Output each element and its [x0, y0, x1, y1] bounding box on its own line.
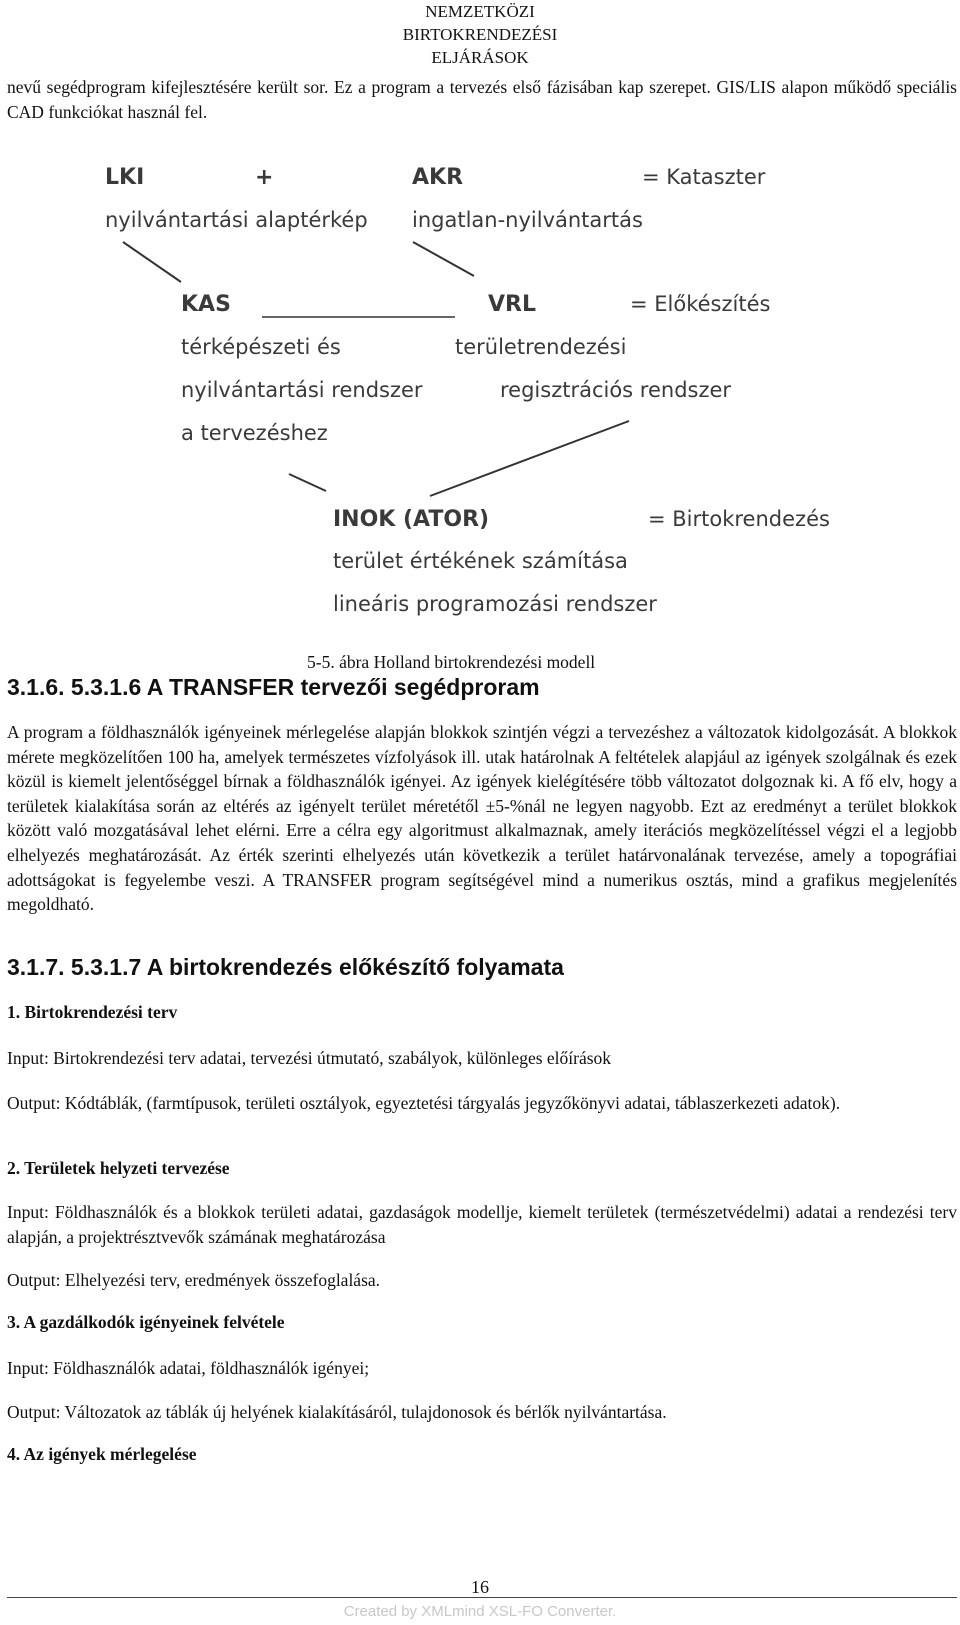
page-header — [0, 0, 960, 69]
label-vrl-desc-1: területrendezési — [455, 335, 627, 359]
section-heading-316: 3.1.6. 5.3.1.6 A TRANSFER tervezői segédproram — [7, 674, 540, 700]
label-inok: INOK (ATOR) — [333, 507, 490, 532]
label-kas-desc-1: térképészeti és — [181, 335, 341, 359]
footer-divider — [7, 1597, 957, 1598]
item-4-title: 4. Az igények mérlegelése — [7, 1444, 197, 1464]
intro-paragraph: nevű segédprogram kifejlesztésére került sor. Ez a program a tervezés első fázisában kap szerepet. GIS/LIS alapon működő speciális CAD funkciókat használ fel. — [7, 77, 957, 122]
connector-kas-inok — [289, 474, 326, 491]
header-line-1: NEMZETKÖZI — [425, 2, 535, 21]
label-vrl: VRL — [488, 292, 536, 317]
item-2-input: Input: Földhasználók és a blokkok területi adatai, gazdaságok modellje, kiemelt területek (természetvédelmi) adatai a rendezési terv alapján, a projektrésztvevők számának meghatározása — [7, 1202, 957, 1247]
item-1-title: 1. Birtokrendezési terv — [7, 1002, 178, 1022]
footer-credit: Created by XMLmind XSL-FO Converter. — [343, 1603, 617, 1620]
item-3-input: Input: Földhasználók adatai, földhasználók igényei; — [7, 1358, 370, 1378]
page-number: 16 — [471, 1577, 489, 1597]
item-2-title: 2. Területek helyzeti tervezése — [7, 1158, 230, 1178]
label-plus: + — [255, 165, 274, 190]
item-1-input: Input: Birtokrendezési terv adatai, tervezési útmutató, szabályok, különleges előírások — [7, 1048, 612, 1068]
section-heading-317: 3.1.7. 5.3.1.7 A birtokrendezés előkészítő folyamata — [7, 954, 564, 980]
label-akr-desc: ingatlan-nyilvántartás — [412, 208, 643, 232]
label-elokeszites: = Előkészítés — [630, 292, 771, 316]
label-kataszter: = Kataszter — [642, 165, 766, 189]
label-inok-desc-2: lineáris programozási rendszer — [333, 592, 657, 616]
label-akr: AKR — [412, 165, 464, 190]
label-kas: KAS — [181, 292, 231, 317]
item-3-output: Output: Változatok az táblák új helyének kialakításáról, tulajdonosok és bérlők nyilvántartása. — [7, 1402, 667, 1422]
label-vrl-desc-2: regisztrációs rendszer — [500, 378, 732, 402]
label-birtokrendezes: = Birtokrendezés — [648, 507, 830, 531]
label-kas-desc-3: a tervezéshez — [181, 421, 328, 445]
connector-lki-kas — [123, 242, 181, 282]
item-2-output: Output: Elhelyezési terv, eredmények összefoglalása. — [7, 1270, 381, 1290]
label-kas-desc-2: nyilvántartási rendszer — [181, 378, 423, 402]
label-inok-desc-1: terület értékének számítása — [333, 549, 628, 573]
header-line-2: BIRTOKRENDEZÉSI — [402, 25, 558, 44]
item-1-output: Output: Kódtáblák, (farmtípusok, területi osztályok, egyeztetési tárgyalás jegyzőkönyvi adatai, táblaszerkezeti adatok). — [7, 1093, 841, 1113]
label-lki-desc: nyilvántartási alaptérkép — [105, 208, 368, 232]
item-3-title: 3. A gazdálkodók igényeinek felvétele — [7, 1312, 285, 1332]
holland-model-diagram — [0, 150, 960, 650]
section-316-body: A program a földhasználók igényeinek mérlegelése alapján blokkok szintjén végzi a tervezéshez a változatok kidolgozását. A blokkok mérete megközelítően 100 ha, amelyek természetes vízfolyások ill. utak határolnak A feltételek alapjául az igények szolgálnak és ezek közül is kiemelt jelentőséggel bírnak a földhasználók igényei. Az igények kielégítésére több változatot dolgoznak ki. A fő elv, hogy a területek kialakítása során az eltérés az igényelt terület méretétől ±5-%nál ne legyen nagyobb. Ezt az eredményt a terület blokkok között való mozgatásával lehet elérni. Erre a célra egy algoritmust alkalmaznak, amely iterációs megközelítéssel végzi el a legjobb elhelyezés meghatározását. Az érték szerinti elhelyezés után következik a terület határvonalának tervezése, amely a topográfiai adottságokat is fegyelembe veszi. A TRANSFER program segítségével mind a numerikus osztás, mind a grafikus megjelenítés megoldható. — [7, 722, 957, 915]
label-lki: LKI — [105, 165, 145, 190]
connector-akr-vrl — [413, 242, 474, 276]
connector-vrl-inok — [430, 421, 629, 496]
figure-caption: 5-5. ábra Holland birtokrendezési modell — [307, 652, 596, 672]
header-line-3: ELJÁRÁSOK — [431, 48, 529, 67]
